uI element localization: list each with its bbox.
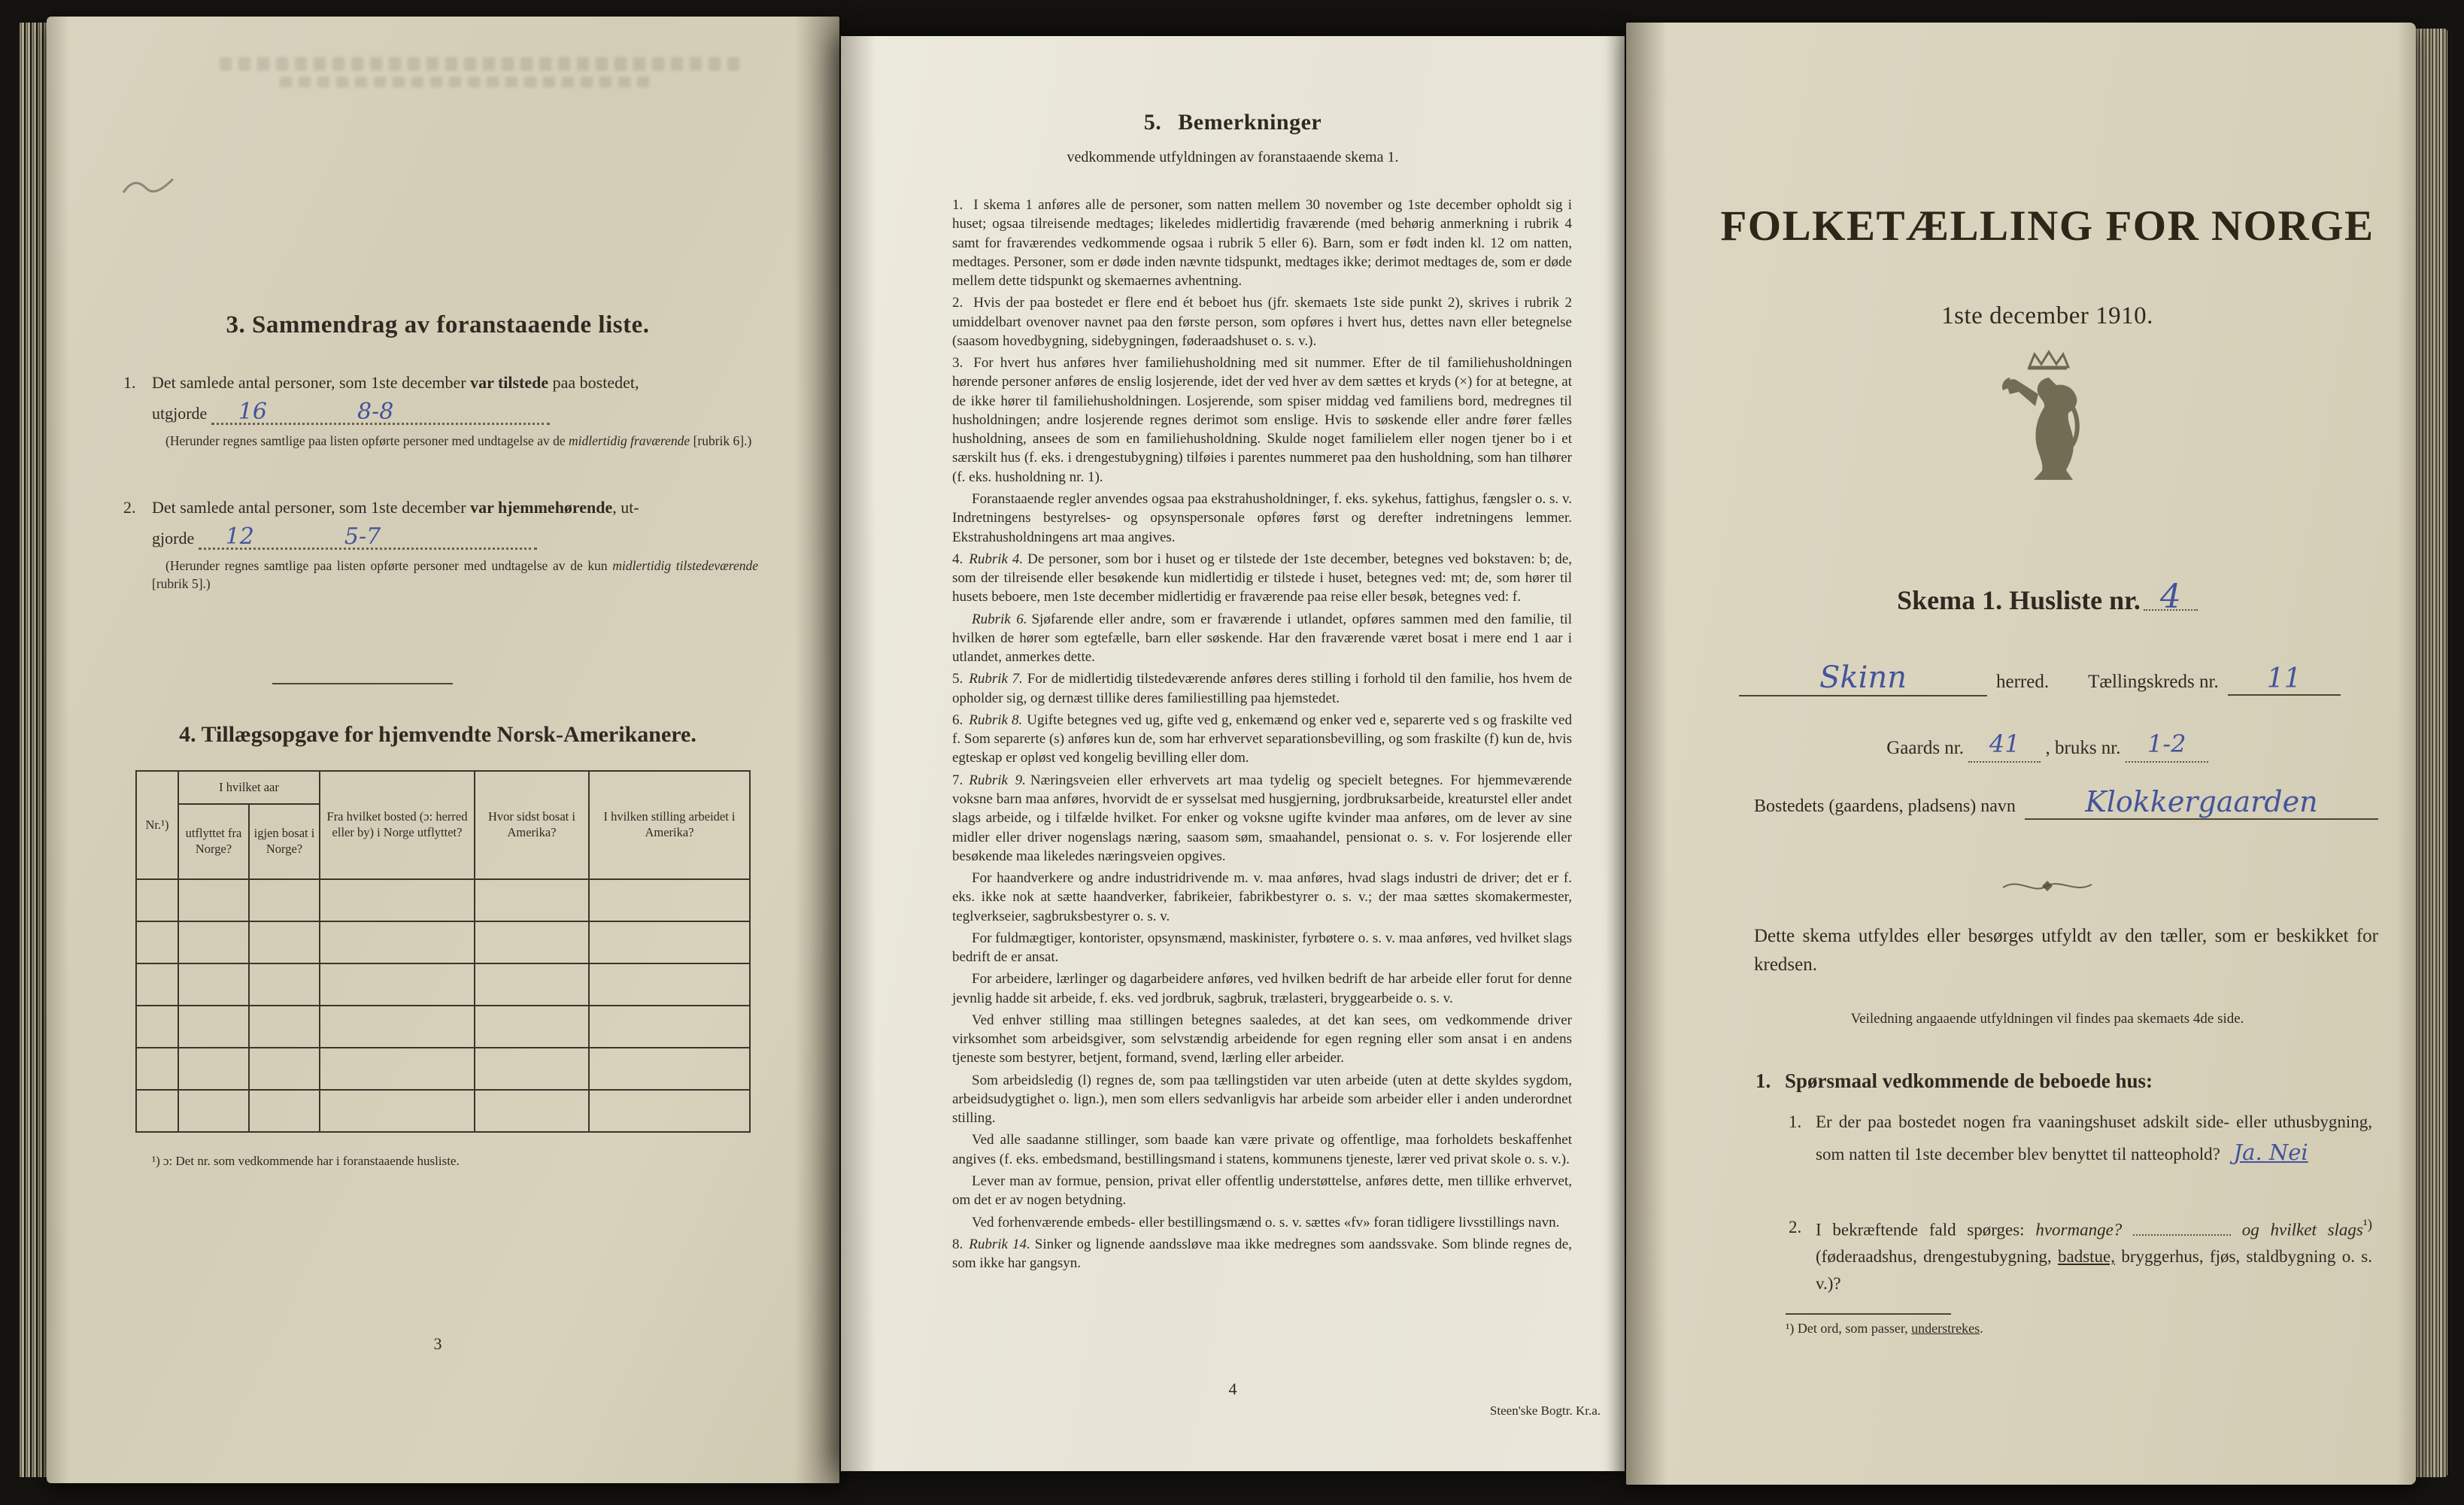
- table-cell: [249, 963, 320, 1006]
- herred-label: herred.: [1996, 672, 2050, 692]
- right-footnote: [1786, 1313, 2252, 1337]
- table-cell: [249, 1048, 320, 1090]
- question-number: 2.: [1789, 1218, 1802, 1236]
- col-header-nr: Nr.¹): [136, 771, 178, 879]
- remarks-text: [952, 196, 1572, 1276]
- remarks-paragraph: [952, 669, 1572, 708]
- table-row: [136, 963, 750, 1006]
- note-text: (Herunder regnes samtlige paa listen opførte personer med undtagelse av de: [165, 433, 569, 448]
- page-edge-stack-right: [2413, 29, 2447, 1477]
- bosted-label: Bostedets (gaardens, pladsens) navn: [1754, 796, 2016, 816]
- remarks-paragraph: [952, 490, 1572, 547]
- table-cell: [178, 879, 249, 921]
- total-present-hand: 16: [238, 399, 268, 425]
- write-line: [199, 524, 537, 550]
- paragraph-text: For arbeidere, lærlinger og dagarbeidere anføres, ved hvilken bedrift de har arbeide eller forut for denne jevnlig hadde sit arbeide, f. eks. ved jordbruk, sagbruk, trælasteri, bryggearbeide o. s. v.: [952, 971, 1572, 1006]
- table-cell: [475, 879, 589, 921]
- note-text: [rubrik 5].): [152, 576, 211, 592]
- bleed-through-ghost: [220, 57, 746, 71]
- bruks-number-field: [2126, 731, 2208, 763]
- paragraph-text: For fuldmægtiger, kontorister, opsynsmænd, maskinister, fyrbøtere o. s. v. maa anføres, ved hvilket slags bedrift de er ansat.: [952, 930, 1572, 966]
- col-header-position: I hvilken stilling arbeidet i Amerika?: [589, 771, 750, 879]
- table-cell: [475, 1006, 589, 1048]
- coat-of-arms-wrap: [1716, 346, 2378, 500]
- remarks-paragraph: [952, 610, 1572, 667]
- paragraph-text: Ved enhver stilling maa stillingen betegnes saaledes, at det kan sees, om vedkommende driver virksomhet som arbeidsgiver, som selvstændig arbeidende for egen regning eller som ansat i en andens tjeneste som bestyrer, betjent, formand, svend, lærling eller arbeider.: [952, 1012, 1572, 1067]
- table-cell: [589, 879, 750, 921]
- paragraph-text: For hvert hus anføres hver familiehusholdning med sit nummer. Efter de til familiehusholdningen hørende personer anføres de enslig losjerende, idet der ved hver av dem sættes et kryds (×) for at betegne, at de ikke hører til familiehusholdningen. Losjerende, som spiser middag ved familiens bord, medregnes til husholdningen; andre losjerende regnes derimot som enslige. Hvis to søskende eller andre fører fælles husholdning, ansees de som en familiehusholdning. Skulde noget familielem eller nogen tjener bo i et særskilt hus (f. eks. i drengestubygning) tilføies i parentes nummeret paa den husholdning, som han tilhører (f. eks. husholdning nr. 1).: [952, 355, 1572, 485]
- question-text-italic: og hvilket slags: [2241, 1220, 2363, 1240]
- table-cell: [589, 1048, 750, 1090]
- right-page: [1626, 23, 2416, 1485]
- note-text: (Herunder regnes samtlige paa listen opførte personer med undtagelse av de kun: [165, 558, 613, 573]
- table-cell: [178, 1090, 249, 1132]
- item-number: 2.: [123, 498, 136, 517]
- col-header-year-out: utflyttet fra Norge?: [178, 804, 249, 879]
- paragraph-number: 7.: [952, 772, 963, 788]
- bosted-line: [1754, 785, 2378, 820]
- remarks-paragraph: [952, 550, 1572, 607]
- paragraph-text: Ugifte betegnes ved ug, gifte ved g, enkemænd og enker ved e, separerte ved s og fraskilte ved f. Som separerte (s) anføres kun de, som har erhvervet separationsbevilling, og som fraskilte (f) kun de, hvis egteskap er opløst ved kongelig bevilling eller dom.: [952, 712, 1572, 766]
- table-cell: [475, 921, 589, 963]
- item-text-bold: var hjemmehørende: [470, 498, 613, 517]
- husliste-number-hand: 4: [2159, 578, 2181, 616]
- paragraph-number: 2.: [952, 295, 963, 311]
- table-cell: [475, 1048, 589, 1090]
- paragraph-text: For haandverkere og andre industridrivende m. v. maa anføres, hvad slags industri de driver; det er f. eks. ikke nok at sætte haandverker, fabrikeier, fabrikbestyrer o. s. v.; der maa sættes skomakermester, teglverkseier, sagbruksbestyrer o. s. v.: [952, 870, 1572, 924]
- remarks-heading-number: 5.: [1143, 110, 1162, 135]
- tellingskreds-number-hand: 11: [2266, 663, 2302, 694]
- item-number: 1.: [123, 373, 136, 392]
- item-text-bold: var tilstede: [470, 373, 549, 392]
- remarks-paragraph: [952, 869, 1572, 926]
- paragraph-text: Næringsveien eller erhvervets art maa tydelig og specielt betegnes. For hjemmeværende voksne barn maa anføres, hvorvidt de er sysselsat med husgjerning, jordbruksarbeide, kreaturstel eller andet slags arbeide, og i tilfælde hvilket. For enker og voksne ugifte kvinder maa anføres, om de lever av sine midler eller driver nogenslags næring, saasom søm, smaahandel, pensionat o. s. v. For losjerende eller besøkende maa likeledes næringsveien opgives.: [952, 772, 1572, 864]
- table-cell: [178, 1006, 249, 1048]
- table-cell: [475, 963, 589, 1006]
- table-cell: [136, 879, 178, 921]
- gaards-number-field: [1968, 731, 2041, 763]
- remarks-paragraph: [952, 771, 1572, 866]
- write-line: [2133, 1222, 2231, 1236]
- remarks-subheading: vedkommende utfyldningen av foranstaaende skema 1.: [1067, 149, 1399, 165]
- item-text: gjorde: [152, 529, 195, 548]
- gaards-label: Gaards nr.: [1886, 738, 1964, 758]
- table-cell: [249, 879, 320, 921]
- table-footnote: ¹) ɔ: Det nr. som vedkommende har i foranstaaende husliste.: [152, 1154, 460, 1168]
- remarks-paragraph: [952, 1011, 1572, 1068]
- resident-split-hand: 5-7: [344, 523, 381, 550]
- skema-husliste-line: [1716, 579, 2378, 616]
- footnote-marker: ¹): [2362, 1217, 2372, 1233]
- paragraph-lead: Rubrik 8.: [969, 712, 1023, 728]
- pencil-mark: [119, 171, 179, 202]
- ornament-divider-wrap: [1716, 871, 2378, 905]
- note-text-italic: midlertidig tilstedeværende: [612, 558, 758, 573]
- table-cell: [320, 879, 475, 921]
- table-cell: [178, 1048, 249, 1090]
- teller-note: Dette skema utfyldes eller besørges utfyldt av den tæller, som er beskikket for kredsen.: [1754, 926, 2378, 975]
- table-cell: [249, 1006, 320, 1048]
- item-text: Det samlede antal personer, som 1ste december: [152, 498, 471, 517]
- col-header-from: Fra hvilket bosted (ɔ: herred eller by) i Norge utflyttet?: [320, 771, 475, 879]
- paragraph-number: 8.: [952, 1236, 963, 1252]
- table-cell: [589, 921, 750, 963]
- gaards-line: [1716, 731, 2378, 763]
- remarks-paragraph: [952, 929, 1572, 967]
- table-cell: [136, 1048, 178, 1090]
- paragraph-lead: Rubrik 6.: [972, 611, 1027, 627]
- bruks-number-hand: 1-2: [2147, 730, 2186, 758]
- bosted-name-field: [2025, 785, 2378, 820]
- item-note: [152, 557, 758, 593]
- note-text: [rubrik 6].): [690, 433, 752, 448]
- guidance-note: Veiledning angaaende utfyldningen vil findes paa skemaets 4de side.: [1850, 1011, 2244, 1027]
- paragraph-text: De personer, som bor i huset og er tilstede der 1ste december, betegnes ved bokstaven: b; de, som der tilreisende eller besøkende kun midlertidig er tilstede i huset, betegnes ved: mt; de, som hører til husets beboere, men 1ste december midlertidig er fraværende paa reise eller besøk, betegnes ved: f.: [952, 551, 1572, 605]
- table-cell: [320, 1048, 475, 1090]
- table-cell: [249, 921, 320, 963]
- paragraph-lead: Rubrik 4.: [969, 551, 1024, 567]
- tellingskreds-label: Tællingskreds nr.: [2088, 672, 2219, 692]
- middle-page: [841, 36, 1625, 1471]
- question-2: [1786, 1214, 2372, 1297]
- remarks-paragraph: [952, 1172, 1572, 1210]
- tellingskreds-number-field: [2228, 663, 2341, 696]
- paragraph-text: Ved alle saadanne stillinger, som baade kan være private og offentlige, maa forholdets beskaffenhet angives (f. eks. embedsmand, bestillingsmand i statens, kommunens tjeneste, lærer ved privat skole o. s. v.).: [952, 1132, 1572, 1167]
- question-text: (føderaadshus, drengestubygning,: [1816, 1247, 2058, 1267]
- question-1: [1786, 1109, 2372, 1170]
- paragraph-text: For de midlertidig tilstedeværende anføres deres stilling i forhold til den familie, hos hvem de opholder sig, og dernæst tillike deres familiestilling paa hjemstedet.: [952, 671, 1572, 706]
- left-page: [47, 17, 839, 1483]
- item-note: [152, 432, 758, 450]
- item-text: , ut-: [612, 498, 639, 517]
- page-number-middle: 4: [1228, 1379, 1237, 1398]
- ornament-divider-icon: [1998, 871, 2096, 901]
- table-row: [136, 1048, 750, 1090]
- table-cell: [589, 963, 750, 1006]
- paragraph-text: Som arbeidsledig (l) regnes de, som paa tællingstiden var uten arbeide (uten at dette skyldes sygdom, arbeidsudygtighet o. lign.), men som ellers sedvanligvis har arbeide som arbeider eller i anden underordnet stilling.: [952, 1072, 1572, 1127]
- herred-name-hand: Skinn: [1819, 660, 1907, 695]
- census-date: 1ste december 1910.: [1941, 302, 2153, 329]
- remarks-paragraph: [952, 1235, 1572, 1273]
- section4-heading: 4. Tillægsopgave for hjemvendte Norsk-Amerikanere.: [179, 722, 696, 747]
- summary-item-2: [120, 495, 758, 593]
- table-row: [136, 921, 750, 963]
- table-cell: [136, 921, 178, 963]
- col-header-year-group: I hvilket aar: [178, 771, 320, 804]
- paragraph-lead: Rubrik 7.: [969, 671, 1023, 687]
- table-cell: [589, 1090, 750, 1132]
- paragraph-text: Foranstaaende regler anvendes ogsaa paa ekstrahusholdninger, f. eks. sykehus, fattighus, fængsler o. s. v. Indretningens bestyrelses- og opsynspersonale opføres først og derefter indretningens lemmer. Ekstrahusholdningens art maa angives.: [952, 490, 1572, 545]
- norwegian-americans-table: [135, 770, 751, 1133]
- footnote-text: .: [1980, 1321, 1983, 1336]
- page-number-left: 3: [433, 1334, 442, 1353]
- item-text: paa bostedet,: [548, 373, 639, 392]
- underlined-option: badstue,: [2058, 1247, 2116, 1267]
- summary-item-1: [120, 370, 758, 450]
- paragraph-number: 5.: [952, 671, 963, 687]
- divider-rule: [272, 683, 453, 684]
- footnote-text-underlined: understrekes: [1911, 1321, 1980, 1336]
- table-cell: [249, 1090, 320, 1132]
- table-cell: [320, 963, 475, 1006]
- bleed-through-ghost: [280, 77, 656, 87]
- question-text: I bekræftende fald spørges:: [1816, 1220, 2036, 1240]
- question-1-answer-hand: Ja. Nei: [2233, 1139, 2308, 1165]
- table-cell: [475, 1090, 589, 1132]
- table-cell: [320, 921, 475, 963]
- table-cell: [320, 1006, 475, 1048]
- remarks-heading: [841, 110, 1625, 135]
- page-edge-stack-left: [18, 23, 50, 1477]
- table-cell: [589, 1006, 750, 1048]
- table-cell: [136, 1006, 178, 1048]
- col-header-where: Hvor sidst bosat i Amerika?: [475, 771, 589, 879]
- remarks-heading-title: Bemerkninger: [1178, 110, 1322, 135]
- paragraph-number: 6.: [952, 712, 963, 728]
- question-text-italic: hvormange?: [2035, 1220, 2123, 1240]
- paragraph-text: Ved forhenværende embeds- eller bestillingsmænd o. s. v. sættes «fv» foran tidligere livsstillings navn.: [972, 1214, 1560, 1230]
- table-row: [136, 1090, 750, 1132]
- paragraph-text: I skema 1 anføres alle de personer, som natten mellem 30 november og 1ste december opholdt sig i huset; ogsaa tilreisende medtages; likeledes midlertidig fraværende (med behørig anmerkning i rubrik 4 samt for fraværendes vedkommende ogsaa i rubrik 5 eller 6). Barn, som er født inden kl. 12 om natten, medtages. Personer, som er døde inden nævnte tidspunkt, medtages ikke; derimot medtages de, som er døde mellem dette tidspunkt og skemaernes avhentning.: [952, 197, 1572, 290]
- questions-heading-number: 1.: [1755, 1070, 1771, 1092]
- note-text-italic: midlertidig fraværende: [568, 433, 690, 448]
- col-header-year-back: igjen bosat i Norge?: [249, 804, 320, 879]
- remarks-paragraph: [952, 1213, 1572, 1232]
- paragraph-text: Lever man av formue, pension, privat eller offentlig understøttelse, anføres dette, men tillike erhvervet, om det er av nogen betydning.: [952, 1173, 1572, 1209]
- herred-line: [1739, 660, 2390, 696]
- table-cell: [178, 963, 249, 1006]
- table-cell: [178, 921, 249, 963]
- item-text: Det samlede antal personer, som 1ste december: [152, 373, 471, 392]
- remarks-paragraph: [952, 353, 1572, 487]
- paragraph-number: 3.: [952, 355, 963, 372]
- question-text: Er der paa bostedet nogen fra vaaningshuset adskilt side- eller uthusbygning, som natten til 1ste december blev benyttet til natteophold?: [1816, 1112, 2372, 1164]
- item-text: utgjorde: [152, 404, 208, 423]
- printer-mark: Steen'ske Bogtr. Kr.a.: [1489, 1403, 1601, 1418]
- skema-husliste-label: Skema 1. Husliste nr.: [1897, 585, 2141, 615]
- table-cell: [136, 1090, 178, 1132]
- questions-heading: [1755, 1070, 2387, 1093]
- paragraph-text: Hvis der paa bostedet er flere end ét beboet hus (jfr. skemaets 1ste side punkt 2), skrives i rubrik 2 umiddelbart ovenover navnet paa den første person, som opføres i hvert hus, dettes navn eller betegnelse (saasom hovedbygning, sidebygningen, føderaadshuset o. s. v.).: [952, 295, 1572, 349]
- bosted-name-hand: Klokkergaarden: [2085, 785, 2318, 818]
- gaards-number-hand: 41: [1989, 730, 2020, 758]
- questions-heading-title: Spørsmaal vedkommende de beboede hus:: [1785, 1070, 2153, 1092]
- paragraph-lead: Rubrik 14.: [969, 1236, 1030, 1252]
- remarks-paragraph: [952, 1071, 1572, 1128]
- question-text: bryggerhus, fjøs, staldbygning o. s. v.)?: [1816, 1247, 2372, 1293]
- table-row: [136, 1006, 750, 1048]
- paragraph-number: 1.: [952, 197, 963, 213]
- write-line: [211, 399, 550, 425]
- section3-heading: 3. Sammendrag av foranstaaende liste.: [226, 311, 650, 338]
- remarks-paragraph: [952, 969, 1572, 1008]
- coat-of-arms: [1995, 346, 2100, 496]
- table-cell: [136, 963, 178, 1006]
- remarks-paragraph: [952, 293, 1572, 350]
- question-number: 1.: [1789, 1112, 1802, 1131]
- total-resident-hand: 12: [225, 523, 254, 550]
- paragraph-lead: Rubrik 9.: [969, 772, 1026, 788]
- herred-name-field: [1739, 660, 1987, 696]
- footnote-text: ¹) Det ord, som passer,: [1786, 1321, 1912, 1336]
- remarks-paragraph: [952, 1130, 1572, 1169]
- present-split-hand: 8-8: [357, 399, 394, 425]
- paragraph-text: Sjøfarende eller andre, som er fraværende i utlandet, opføres sammen med den familie, til hvilken de hører som egtefælle, barn eller søskende. Har den fraværende været bosat i mere end 1 aar i utlandet, anmerkes dette.: [952, 611, 1572, 666]
- bruks-label: , bruks nr.: [2045, 738, 2121, 758]
- remarks-paragraph: [952, 711, 1572, 768]
- remarks-paragraph: [952, 196, 1572, 290]
- footnote-rule: [1786, 1313, 1951, 1315]
- table-cell: [320, 1090, 475, 1132]
- census-title: FOLKETÆLLING FOR NORGE: [1720, 202, 2374, 250]
- table-row: [136, 879, 750, 921]
- husliste-number-field: [2144, 578, 2198, 616]
- paragraph-text: Sinker og lignende aandssløve maa ikke medregnes som aandssvake. Som blinde regnes de, som ikke har gangsyn.: [952, 1236, 1572, 1272]
- paragraph-number: 4.: [952, 551, 963, 567]
